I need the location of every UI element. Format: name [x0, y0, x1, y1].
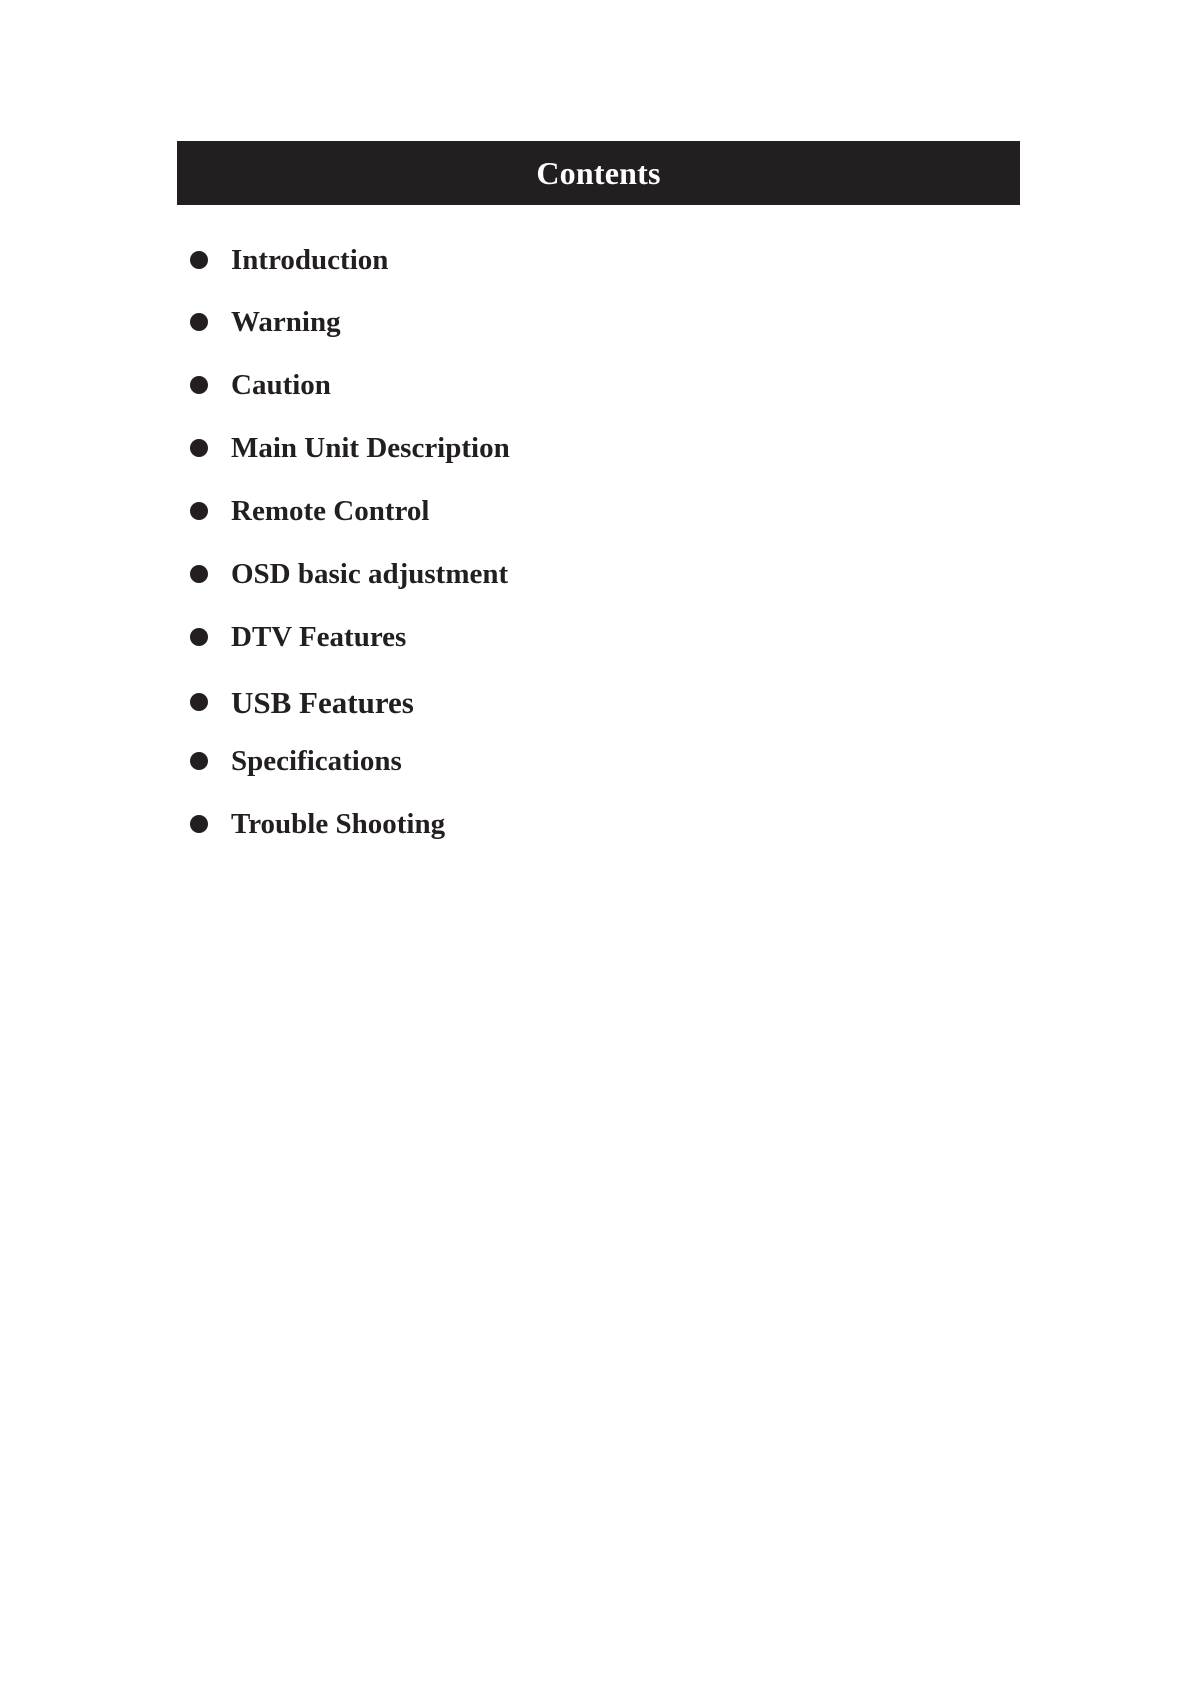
bullet-icon	[190, 376, 208, 394]
toc-item-label: Caution	[231, 368, 331, 401]
toc-item-label: OSD basic adjustment	[231, 557, 509, 590]
contents-header-bar	[177, 141, 1020, 205]
toc-item-warning[interactable]	[190, 302, 341, 342]
bullet-icon	[190, 815, 208, 833]
bullet-icon	[190, 628, 208, 646]
bullet-icon	[190, 313, 208, 331]
toc-item-label: USB Features	[231, 684, 414, 720]
bullet-icon	[190, 502, 208, 520]
toc-item-label: Remote Control	[231, 494, 430, 527]
toc-item-specifications[interactable]	[190, 741, 402, 781]
toc-item-label: Introduction	[231, 243, 389, 276]
toc-item-usb-features[interactable]	[190, 682, 414, 722]
toc-item-label: Main Unit Description	[231, 431, 510, 464]
toc-item-dtv-features[interactable]	[190, 617, 406, 657]
bullet-icon	[190, 693, 208, 711]
toc-item-label: DTV Features	[231, 620, 407, 653]
page-title: Contents	[536, 155, 661, 191]
bullet-icon	[190, 251, 208, 269]
bullet-icon	[190, 752, 208, 770]
toc-item-trouble-shooting[interactable]	[190, 804, 445, 844]
toc-item-caution[interactable]	[190, 365, 331, 405]
toc-item-osd-basic-adjustment[interactable]	[190, 554, 508, 594]
toc-item-label: Warning	[231, 305, 341, 338]
toc-item-label: Trouble Shooting	[231, 807, 446, 840]
toc-item-main-unit-description[interactable]	[190, 428, 510, 468]
bullet-icon	[190, 565, 208, 583]
toc-item-label: Specifications	[231, 744, 402, 777]
toc-item-introduction[interactable]	[190, 240, 388, 280]
bullet-icon	[190, 439, 208, 457]
toc-item-remote-control[interactable]	[190, 491, 429, 531]
